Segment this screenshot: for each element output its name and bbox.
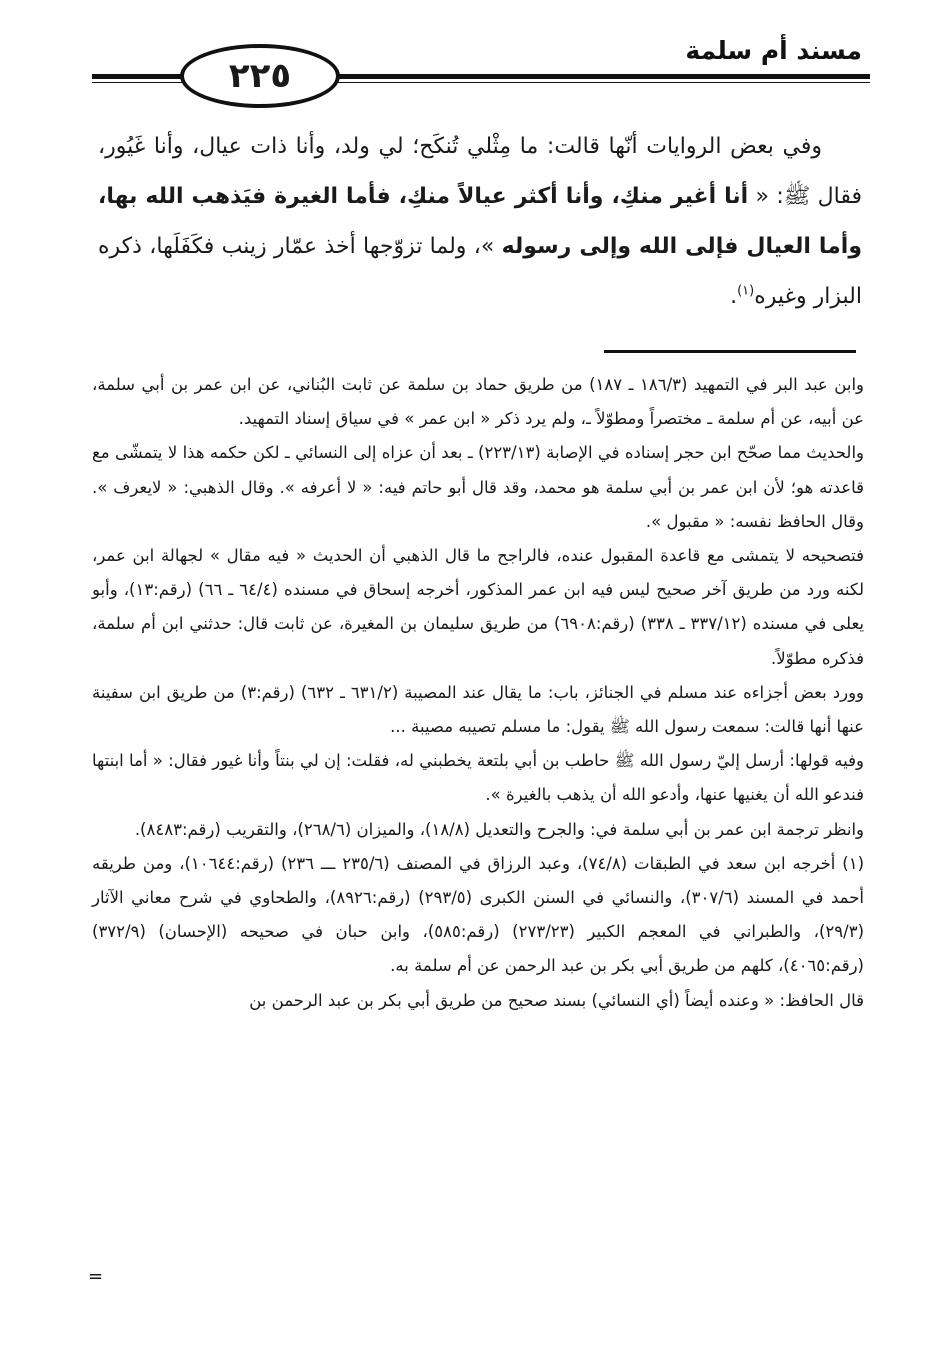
main-text-part1: وفي بعض الروايات أنّها قالت: ما مِثْلي تُنكَح؛ لي ولد، وأنا ذات عيال، وأنا غَيُور، فقال ﷺ: « (98, 134, 862, 209)
page-header (80, 34, 870, 114)
main-text-part3: . (730, 284, 738, 309)
main-text-part2: »، ولما تزوّجها أخذ عمّار زينب فكَفَلَها، ذكره البزار وغيره (98, 234, 862, 309)
main-text (98, 122, 862, 322)
footnote-prev-2: والحديث مما صحّح ابن حجر إسناده في الإصابة (٢٢٣/١٣) ـ بعد أن عزاه إلى النسائي ـ لكن حكمه هذا لا يتمشّى مع قاعدته هو؛ لأن ابن عمر بن أبي سلمة هو محمد، وقد قال أبو حاتم فيه: « لا أعرفه ». وقال الذهبي: « لايعرف ». وقال الحافظ نفسه: « مقبول ». (92, 443, 864, 531)
continuation-mark: = (88, 1266, 104, 1287)
main-paragraph (98, 122, 862, 322)
footnote-1 (92, 847, 864, 984)
page-number: ٢٢٥ (180, 44, 340, 108)
footnote-prev-5: وفيه قولها: أرسل إليّ رسول الله ﷺ حاطب بن أبي بلتعة يخطبني له، فقلت: إن لي بنتاً وأنا غيور فقال: « أما ابنتها فندعو الله أن يغنيها عنها، وأدعو الله أن يذهب بالغيرة ». (92, 751, 864, 805)
footnote-prev-3: فتصحيحه لا يتمشى مع قاعدة المقبول عنده، فالراجح ما قال الذهبي أن الحديث « فيه مقال » لجهالة ابن عمر، لكنه ورد من طريق آخر صحيح ليس فيه ابن عمر المذكور، أخرجه إسحاق في مسنده (٦٤/٤ ـ ٦٦) (رقم:١٣)، وأبو يعلى في مسنده (٣٣٧/١٢ ـ ٣٣٨) (رقم:٦٩٠٨) من طريق سليمان بن المغيرة، عن ثابت قال: حدثني ابن أم سلمة، فذكره مطوّلاً. (92, 546, 865, 668)
footnote-ref-1: (١) (737, 283, 755, 299)
running-title: مسند أم سلمة (685, 36, 862, 65)
footnote-1-continuation: قال الحافظ: « وعنده أيضاً (أي النسائي) بسند صحيح من طريق أبي بكر بن عبد الرحمن بن (249, 990, 864, 1010)
footnote-1-number: (١) (842, 853, 865, 873)
hadith-quote: أنا أغير منكِ، وأنا أكثر عيالاً منكِ، فأما الغيرة فيَذهب الله بها، وأما العيال فإلى الله وإلى رسوله (98, 184, 862, 259)
footnotes (92, 368, 864, 1018)
footnote-prev-4: وورد بعض أجزاءه عند مسلم في الجنائز، باب: ما يقال عند المصيبة (٦٣١/٢ ـ ٦٣٢) (رقم:٣) من طريق ابن سفينة عنها أنها قالت: سمعت رسول الله ﷺ يقول: ما مسلم تصيبه مصيبة ... (92, 682, 865, 737)
footnote-separator (604, 350, 856, 353)
footnote-1-text: أخرجه ابن سعد في الطبقات (٧٤/٨)، وعبد الرزاق في المصنف (٢٣٥/٦ ـــ ٢٣٦) (رقم:١٠٦٤٤)، ومن طريقه أحمد في المسند (٣٠٧/٦)، والنسائي في السنن الكبرى (٢٩٣/٥) (رقم:٨٩٢٦)، والطحاوي في شرح معاني الآثار (٢٩/٣)، والطبراني في المعجم الكبير (٢٧٣/٢٣) (رقم:٥٨٥)، وابن حبان في صحيحه (الإحسان) (٣٧٢/٩) (رقم:٤٠٦٥)، كلهم من طريق أبي بكر بن عبد الرحمن عن أم سلمة به. (92, 853, 864, 976)
footnote-prev-1: وابن عبد البر في التمهيد (١٨٦/٣ ـ ١٨٧) من طريق حماد بن سلمة عن ثابت البُناني، عن ابن عمر بن أبي سلمة، عن أبيه، عن أم سلمة ـ مختصراً ومطوّلاً ـ، ولم يرد ذكر « ابن عمر » في سياق إسناد التمهيد. (92, 375, 864, 429)
footnote-prev-6: وانظر ترجمة ابن عمر بن أبي سلمة في: والجرح والتعديل (١٨/٨)، والميزان (٢٦٨/٦)، والتقريب (رقم:٨٤٨٣). (134, 819, 864, 839)
